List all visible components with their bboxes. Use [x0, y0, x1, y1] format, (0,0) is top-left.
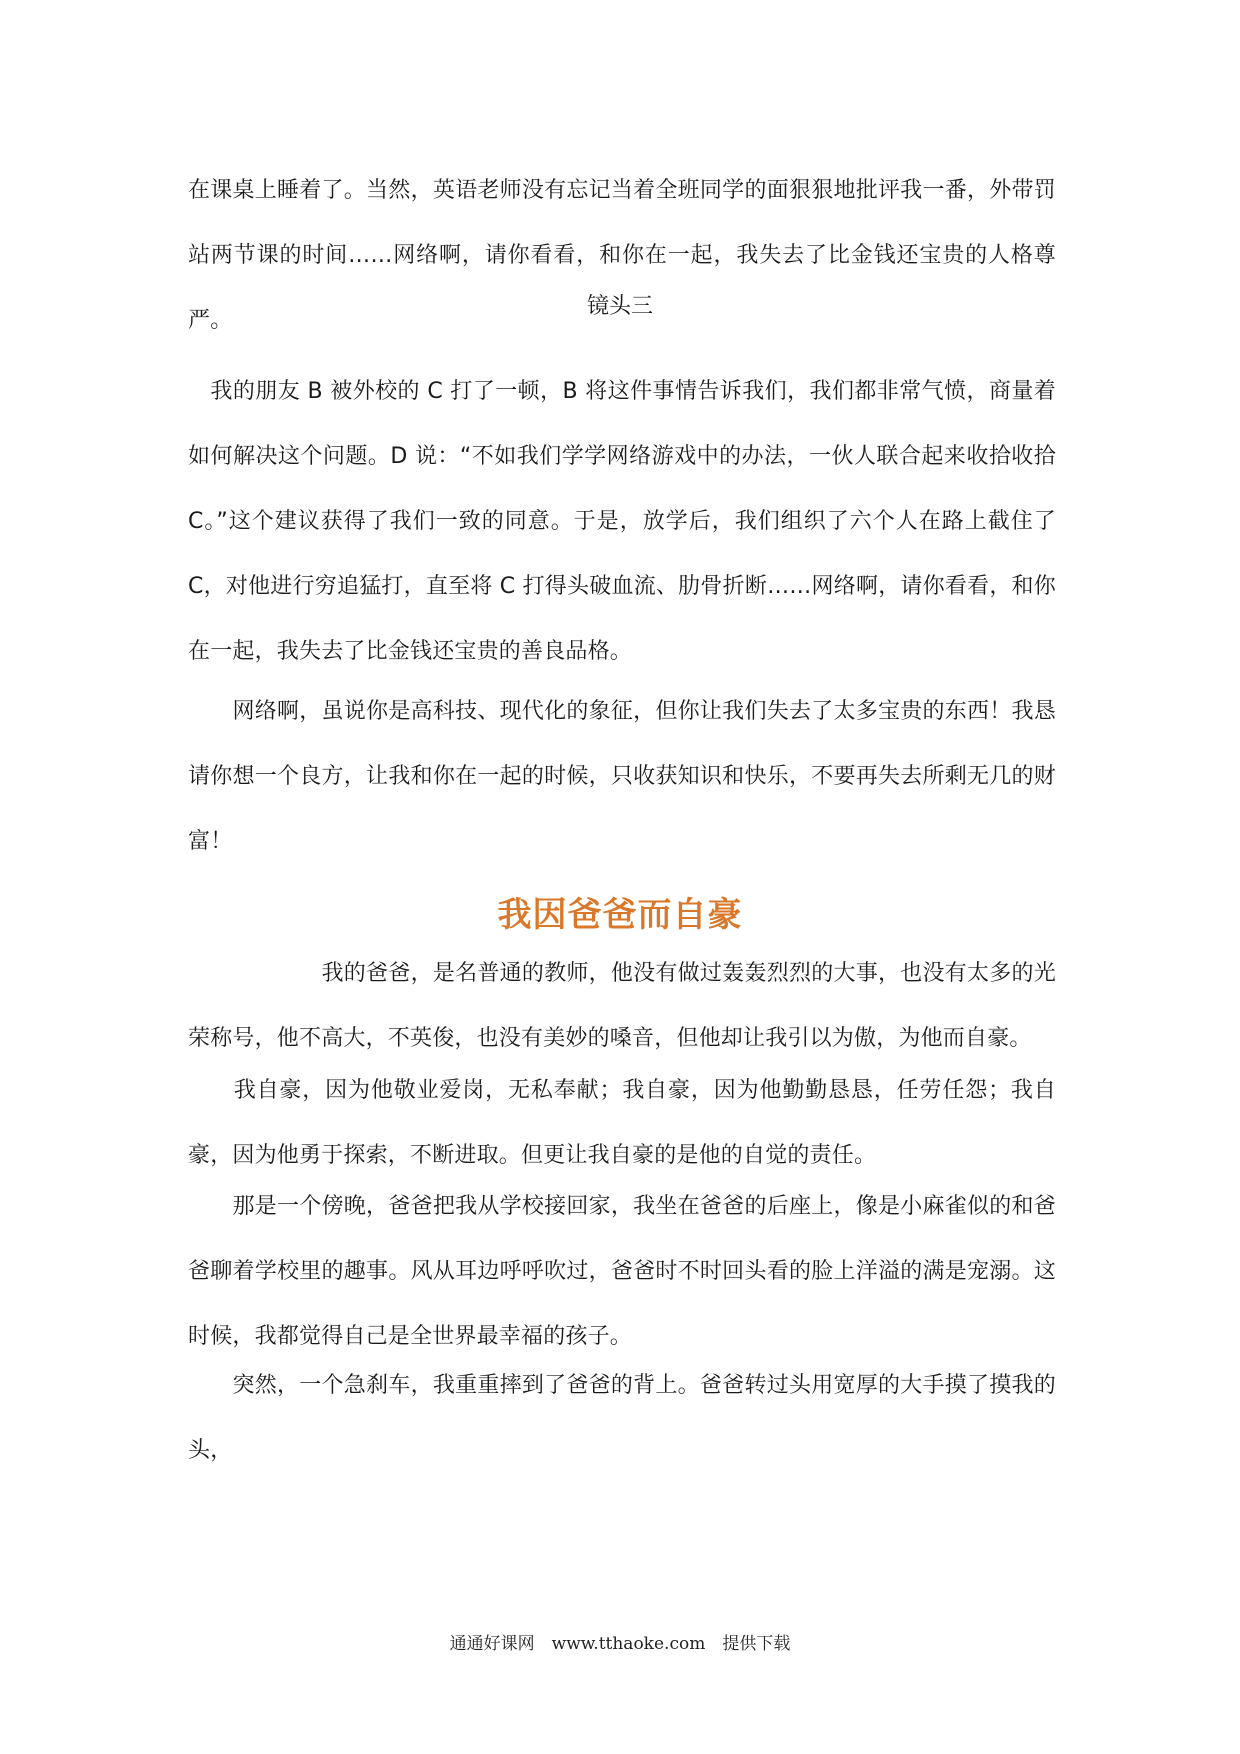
paragraph-conclusion: 网络啊，虽说你是高科技、现代化的象征，但你让我们失去了太多宝贵的东西！我恳请你想一个良方，让我和你在一起的时候，只收获知识和快乐，不要再失去所剩无几的财富！: [188, 699, 1056, 854]
paragraph-essay-evening: 那是一个傍晚，爸爸把我从学校接回家，我坐在爸爸的后座上，像是小麻雀似的和爸爸聊着学校里的趣事。风从耳边呼呼吹过，爸爸时不时回头看的脸上洋溢的满是宠溺。这时候，我都觉得自己是全世界最幸福的孩子。: [188, 1194, 1056, 1349]
page-footer: 通通好课网 www.tthaoke.com 提供下载: [449, 1634, 791, 1654]
essay-title: 我因爸爸而自豪: [497, 895, 743, 935]
paragraph-scene-three: 我的朋友 B 被外校的 C 打了一顿，B 将这件事情告诉我们，我们都非常气愤，商量着如何解决这个问题。D 说：“不如我们学学网络游戏中的办法，一伙人联合起来收拾收拾 C。”这个建议获得了我们一致的同意。于是，放学后，我们组织了六个人在路上截住了 C，对他进行穷追猛打，直至将 C 打得头破血流、肋骨折断……网络啊，请你看看，和你在一起，我失去了比金钱还宝贵的善良品格。: [188, 379, 1056, 664]
paragraph-essay-brake: 突然，一个急刹车，我重重摔到了爸爸的背上。爸爸转过头用宽厚的大手摸了摸我的头，: [188, 1373, 1056, 1463]
paragraph-continued: 在课桌上睡着了。当然，英语老师没有忘记当着全班同学的面狠狠地批评我一番，外带罚站两节课的时间……网络啊，请你看看，和你在一起，我失去了比金钱还宝贵的人格尊严。: [188, 178, 1056, 333]
paragraph-essay-intro: 我的爸爸，是名普通的教师，他没有做过轰轰烈烈的大事，也没有太多的光荣称号，他不高大，不英俊，也没有美妙的嗓音，但他却让我引以为傲，为他而自豪。: [188, 961, 1056, 1051]
paragraph-essay-pride: 我自豪，因为他敬业爱岗，无私奉献；我自豪，因为他勤勤恳恳，任劳任怨；我自豪，因为他勇于探索，不断进取。但更让我自豪的是他的自觉的责任。: [188, 1078, 1056, 1168]
section-heading: 镜头三: [586, 294, 653, 319]
